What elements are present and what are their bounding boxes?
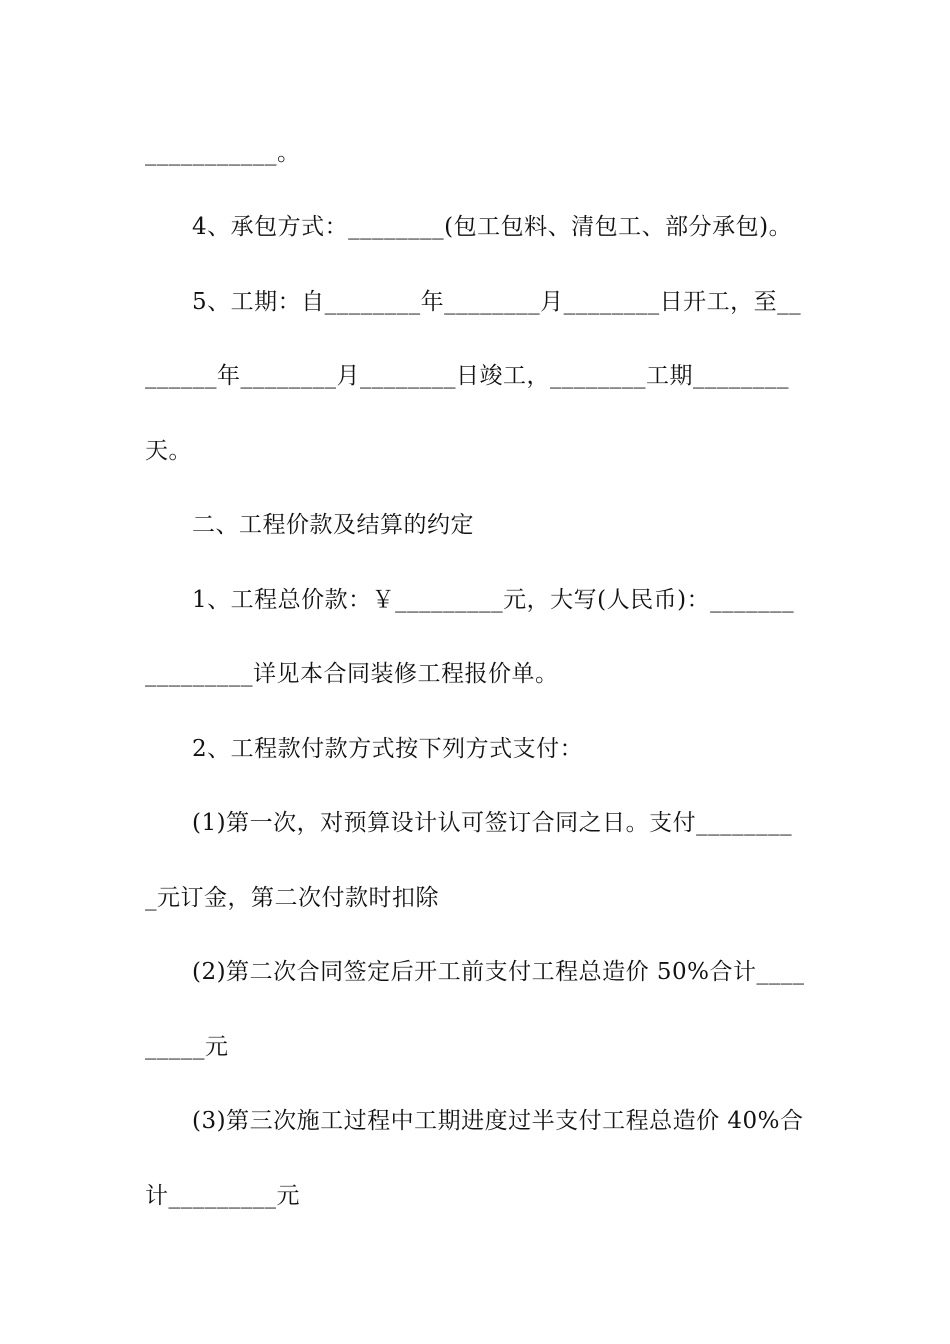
text-line-payment-2: (2)第二次合同签定后开工前支付工程总造价 50%合计____ [192, 959, 805, 985]
text-line-payment-1-cont: _元订金，第二次付款时扣除 [145, 885, 439, 911]
text-line-payment-1: (1)第一次，对预算设计认可签订合同之日。支付________ [192, 810, 793, 836]
text-line-payment-3-cont: 计_________元 [145, 1183, 300, 1209]
text-line-payment-3: (3)第三次施工过程中工期进度过半支付工程总造价 40%合 [192, 1108, 804, 1134]
text-line-payment-method: 2、工程款付款方式按下列方式支付： [192, 736, 584, 762]
text-line-contract-mode: 4、承包方式：________(包工包料、清包工、部分承包)。 [192, 214, 793, 240]
text-line-days: 天。 [145, 438, 192, 464]
text-line-period-start: 5、工期：自________年________月________日开工，至__ [192, 289, 802, 315]
text-line-fill-blank: ___________。 [145, 140, 301, 166]
text-line-payment-2-cont: _____元 [145, 1034, 229, 1060]
text-line-quote-reference: _________详见本合同装修工程报价单。 [145, 661, 559, 687]
text-line-total-price: 1、工程总价款：￥_________元，大写(人民币)：_______ [192, 587, 795, 613]
text-line-period-end: ______年________月________日竣工，________工期________ [145, 363, 789, 389]
section-heading-price: 二、工程价款及结算的约定 [192, 512, 474, 538]
